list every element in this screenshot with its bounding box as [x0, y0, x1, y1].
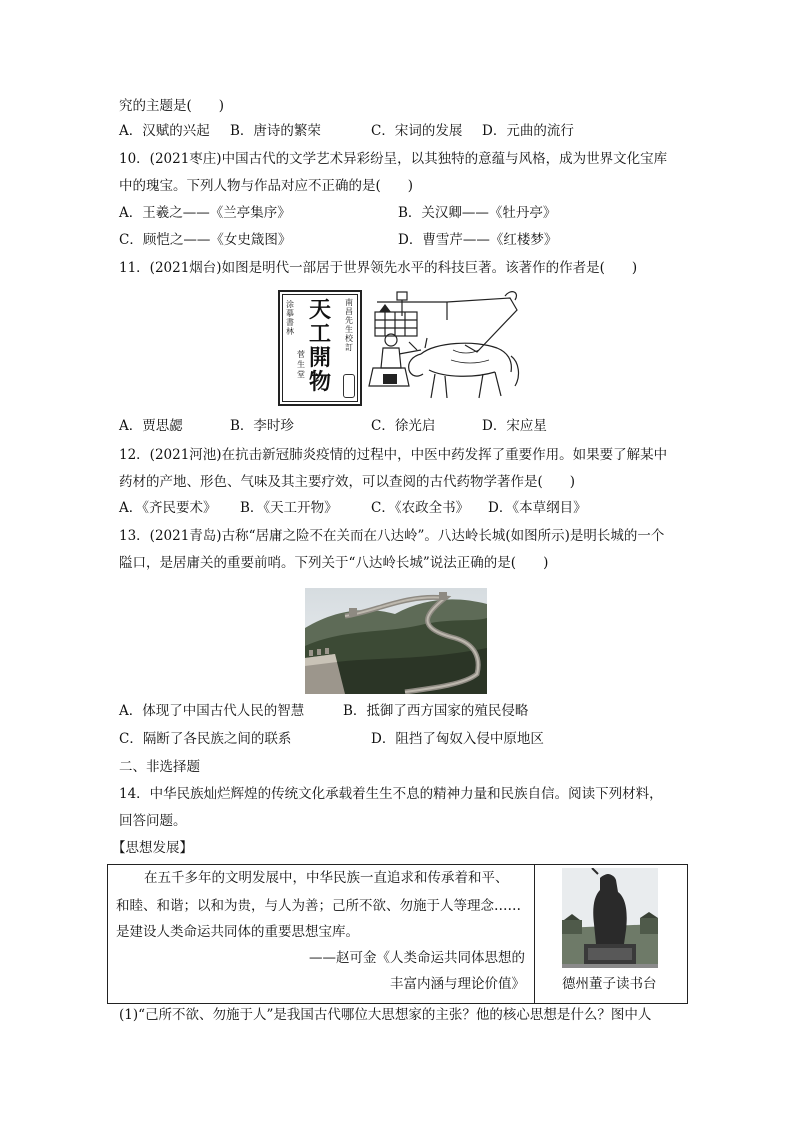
q12-option-c: C．《农政全书》 [371, 500, 470, 516]
q10-option-d: D．曹雪芹——《红楼梦》 [398, 232, 558, 248]
section-title-nonchoice: 二、非选择题 [119, 759, 200, 775]
q10-stem-line2: 中的瑰宝。下列人物与作品对应不正确的是( ) [119, 178, 414, 194]
material-line-3: 是建设人类命运共同体的重要思想宝库。 [116, 924, 359, 940]
q14-stem-line1: 14．中华民族灿烂辉煌的传统文化承载着生生不息的精神力量和民族自信。阅读下列材料， [119, 786, 663, 802]
q12-stem-line2: 药材的产地、形色、气味及其主要疗效，可以查阅的古代药物学著作是( ) [119, 474, 576, 490]
q10-option-c: C．顾恺之——《女史箴图》 [119, 232, 292, 248]
cover-title-char-4: 物 [308, 369, 331, 395]
q13-option-c: C．隔断了各民族之间的联系 [119, 731, 292, 747]
cover-title-char-2: 工 [308, 321, 331, 347]
cover-title-char-1: 天 [308, 297, 331, 323]
q9-option-d: D．元曲的流行 [482, 123, 574, 139]
q11-option-c: C．徐光启 [371, 418, 436, 434]
material-source-line-1: ——赵可金《人类命运共同体思想的 [309, 950, 525, 966]
dong-zi-statue-photo [562, 868, 658, 968]
q10-stem-line1: 10．(2021枣庄)中国古代的文学艺术异彩纷呈，以其独特的意蕴与风格，成为世界文化宝库 [119, 151, 668, 167]
q14-stem-line2: 回答问题。 [119, 813, 187, 829]
material-line-2: 和睦、和谐；以和为贵，与人为善；己所不欲、勿施于人等理念…… [116, 898, 521, 914]
q9-option-b: B．唐诗的繁荣 [230, 123, 321, 139]
material-source-line-2: 丰富内涵与理论价值》 [390, 976, 525, 992]
q10-option-a: A．王羲之——《兰亭集序》 [119, 205, 291, 221]
q11-option-b: B．李时珍 [230, 418, 294, 434]
q13-option-b: B．抵御了西方国家的殖民侵略 [343, 703, 529, 719]
q14-question-1: (1)“己所不欲、勿施于人”是我国古代哪位大思想家的主张？他的核心思想是什么？图中人 [119, 1007, 652, 1023]
photo-caption: 德州董子读书台 [562, 976, 657, 992]
q11-stem: 11．(2021烟台)如图是明代一部居于世界领先水平的科技巨著。该著作的作者是( ) [119, 260, 638, 276]
cover-title-char-3: 開 [308, 345, 331, 371]
material-line-1: 在五千多年的文明发展中，中华民族一直追求和传承着和平、 [144, 870, 509, 886]
cover-seal-mark [343, 374, 355, 398]
tiangong-kaiwu-cover [278, 290, 362, 406]
material-table-divider [534, 865, 535, 1003]
q12-option-b: B．《天工开物》 [240, 500, 338, 516]
q11-option-a: A．贾思勰 [119, 418, 183, 434]
q12-option-a: A．《齐民要术》 [119, 500, 217, 516]
cover-side-left2: 菅生堂 [297, 350, 305, 379]
cover-side-right: 南昌先生校訂 [345, 298, 353, 352]
q11-option-d: D．宋应星 [482, 418, 547, 434]
q9-option-c: C．宋词的发展 [371, 123, 463, 139]
cover-side-left: 涂摹書林 [286, 300, 294, 336]
q9-stem-tail: 究的主题是( ) [119, 98, 225, 114]
q10-option-b: B．关汉卿——《牡丹亭》 [398, 205, 557, 221]
q12-stem-line1: 12．(2021河池)在抗击新冠肺炎疫情的过程中，中医中药发挥了重要作用。如果要了解某中 [119, 447, 668, 463]
q13-option-d: D．阻挡了匈奴入侵中原地区 [371, 731, 544, 747]
q13-option-a: A．体现了中国古代人民的智慧 [119, 703, 305, 719]
q14-subhead: 【思想发展】 [112, 840, 193, 856]
badaling-great-wall-photo [305, 588, 487, 694]
q13-stem-line2: 隘口，是居庸关的重要前哨。下列关于“八达岭长城”说法正确的是( ) [119, 555, 549, 571]
q9-option-a: A．汉赋的兴起 [119, 123, 210, 139]
ox-plough-illustration [365, 290, 525, 402]
q13-stem-line1: 13．(2021青岛)古称“居庸之险不在关而在八达岭”。八达岭长城(如图所示)是明长城的一个 [119, 528, 665, 544]
q12-option-d: D．《本草纲目》 [488, 500, 587, 516]
